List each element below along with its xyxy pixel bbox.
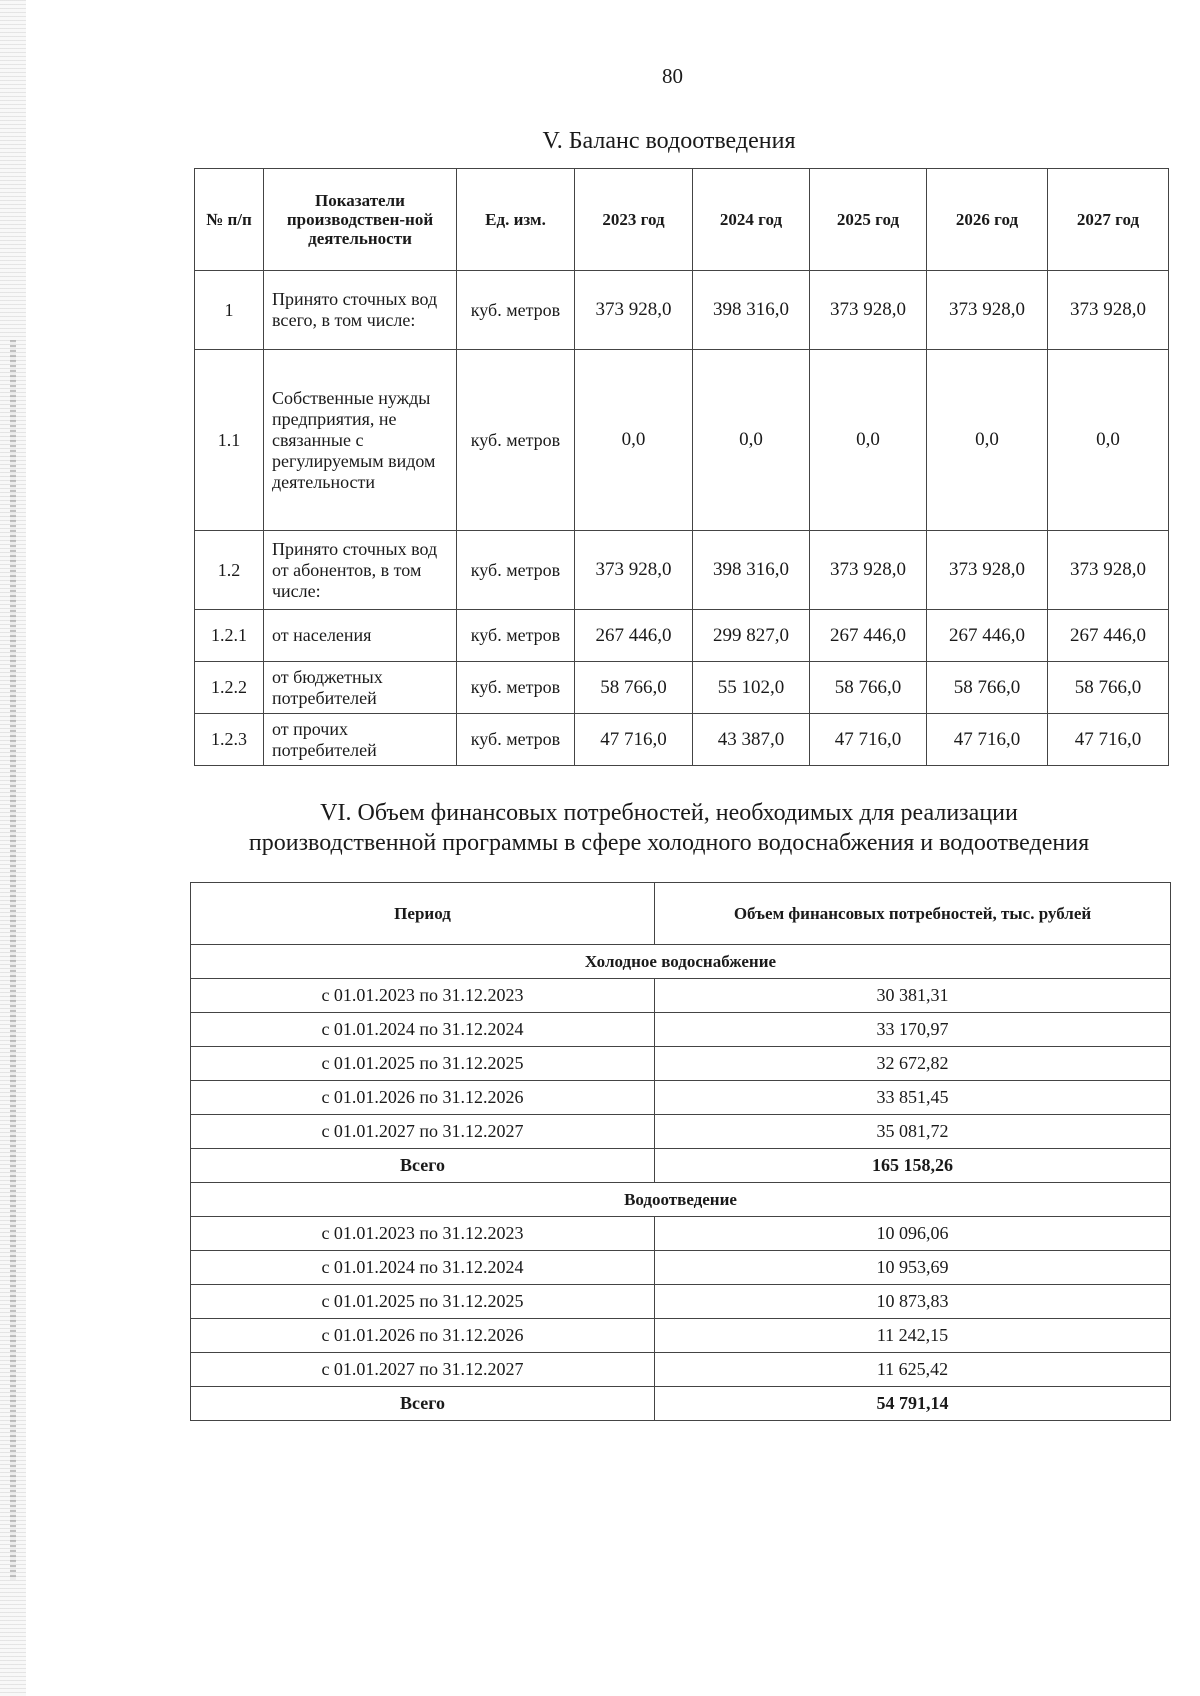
table-row [195, 662, 1169, 714]
total-row-wastewater [191, 1387, 1171, 1421]
row-value: 10 096,06 [655, 1217, 1171, 1251]
total-value: 54 791,14 [655, 1387, 1171, 1421]
table-row [195, 271, 1169, 350]
row-unit: куб. метров [457, 271, 575, 350]
table-header-row [191, 883, 1171, 945]
row-period: с 01.01.2026 по 31.12.2026 [191, 1081, 655, 1115]
section-title-water-supply: Холодное водоснабжение [191, 945, 1171, 979]
cell-2025: 267 446,0 [810, 610, 927, 662]
header-volume: Объем финансовых потребностей, тыс. рублей [655, 883, 1171, 945]
total-label: Всего [191, 1387, 655, 1421]
table-row [191, 1013, 1171, 1047]
section-row-water-supply [191, 945, 1171, 979]
table-row [191, 1115, 1171, 1149]
row-period: с 01.01.2024 по 31.12.2024 [191, 1251, 655, 1285]
row-indicator: Принято сточных вод от абонентов, в том числе: [264, 531, 457, 610]
table-row [195, 610, 1169, 662]
row-period: с 01.01.2027 по 31.12.2027 [191, 1115, 655, 1149]
cell-2026: 58 766,0 [927, 662, 1048, 714]
cell-2025: 373 928,0 [810, 531, 927, 610]
table-row [191, 1081, 1171, 1115]
cell-2024: 299 827,0 [693, 610, 810, 662]
cell-2026: 373 928,0 [927, 271, 1048, 350]
table-row [195, 350, 1169, 531]
table-row [191, 1047, 1171, 1081]
cell-2023: 373 928,0 [575, 531, 693, 610]
header-2025: 2025 год [810, 169, 927, 271]
table-row [195, 714, 1169, 766]
row-value: 33 170,97 [655, 1013, 1171, 1047]
cell-2025: 58 766,0 [810, 662, 927, 714]
cell-2027: 267 446,0 [1048, 610, 1169, 662]
cell-2026: 47 716,0 [927, 714, 1048, 766]
row-unit: куб. метров [457, 531, 575, 610]
water-disposal-balance-table [194, 168, 1169, 766]
cell-2023: 267 446,0 [575, 610, 693, 662]
row-value: 11 625,42 [655, 1353, 1171, 1387]
header-2023: 2023 год [575, 169, 693, 271]
cell-2027: 373 928,0 [1048, 271, 1169, 350]
row-num: 1.2.3 [195, 714, 264, 766]
cell-2025: 0,0 [810, 350, 927, 531]
row-period: с 01.01.2024 по 31.12.2024 [191, 1013, 655, 1047]
table-row [191, 1217, 1171, 1251]
table-header-row [195, 169, 1169, 271]
financial-needs-table [190, 882, 1171, 1421]
cell-2027: 58 766,0 [1048, 662, 1169, 714]
table-row [191, 1251, 1171, 1285]
section6-title-line2: производственной программы в сфере холодного водоснабжения и водоотведения [248, 830, 1090, 856]
section6-title-line1: VI. Объем финансовых потребностей, необходимых для реализации [320, 800, 1018, 826]
row-value: 10 873,83 [655, 1285, 1171, 1319]
header-indicator: Показатели производствен-ной деятельности [264, 169, 457, 271]
cell-2026: 0,0 [927, 350, 1048, 531]
cell-2024: 43 387,0 [693, 714, 810, 766]
cell-2027: 0,0 [1048, 350, 1169, 531]
total-row-water-supply [191, 1149, 1171, 1183]
page-number: 80 [662, 64, 683, 88]
header-2024: 2024 год [693, 169, 810, 271]
table-row [195, 531, 1169, 610]
section-title-wastewater: Водоотведение [191, 1183, 1171, 1217]
row-num: 1.1 [195, 350, 264, 531]
row-period: с 01.01.2023 по 31.12.2023 [191, 1217, 655, 1251]
cell-2023: 58 766,0 [575, 662, 693, 714]
cell-2026: 373 928,0 [927, 531, 1048, 610]
cell-2026: 267 446,0 [927, 610, 1048, 662]
section5-title: V. Баланс водоотведения [542, 128, 796, 154]
header-2027: 2027 год [1048, 169, 1169, 271]
row-num: 1 [195, 271, 264, 350]
row-value: 33 851,45 [655, 1081, 1171, 1115]
row-value: 11 242,15 [655, 1319, 1171, 1353]
header-unit: Ед. изм. [457, 169, 575, 271]
section6-title [0, 798, 1200, 858]
row-num: 1.2.1 [195, 610, 264, 662]
table-row [191, 1319, 1171, 1353]
row-indicator: от прочих потребителей [264, 714, 457, 766]
table-row [191, 1353, 1171, 1387]
table-row [191, 979, 1171, 1013]
row-unit: куб. метров [457, 714, 575, 766]
row-period: с 01.01.2025 по 31.12.2025 [191, 1047, 655, 1081]
total-label: Всего [191, 1149, 655, 1183]
header-num: № п/п [195, 169, 264, 271]
cell-2023: 373 928,0 [575, 271, 693, 350]
cell-2025: 47 716,0 [810, 714, 927, 766]
cell-2027: 373 928,0 [1048, 531, 1169, 610]
row-indicator: Собственные нужды предприятия, не связанные с регулируемым видом деятельности [264, 350, 457, 531]
row-value: 32 672,82 [655, 1047, 1171, 1081]
table-row [191, 1285, 1171, 1319]
row-indicator: от бюджетных потребителей [264, 662, 457, 714]
row-period: с 01.01.2025 по 31.12.2025 [191, 1285, 655, 1319]
cell-2024: 0,0 [693, 350, 810, 531]
row-unit: куб. метров [457, 662, 575, 714]
row-period: с 01.01.2023 по 31.12.2023 [191, 979, 655, 1013]
cell-2023: 47 716,0 [575, 714, 693, 766]
section-row-wastewater [191, 1183, 1171, 1217]
row-unit: куб. метров [457, 350, 575, 531]
cell-2023: 0,0 [575, 350, 693, 531]
cell-2027: 47 716,0 [1048, 714, 1169, 766]
cell-2024: 398 316,0 [693, 271, 810, 350]
row-period: с 01.01.2026 по 31.12.2026 [191, 1319, 655, 1353]
row-num: 1.2 [195, 531, 264, 610]
scan-edge-mark [10, 340, 16, 1580]
row-indicator: от населения [264, 610, 457, 662]
row-period: с 01.01.2027 по 31.12.2027 [191, 1353, 655, 1387]
header-period: Период [191, 883, 655, 945]
cell-2024: 55 102,0 [693, 662, 810, 714]
row-indicator: Принято сточных вод всего, в том числе: [264, 271, 457, 350]
row-value: 35 081,72 [655, 1115, 1171, 1149]
row-num: 1.2.2 [195, 662, 264, 714]
row-value: 10 953,69 [655, 1251, 1171, 1285]
total-value: 165 158,26 [655, 1149, 1171, 1183]
row-value: 30 381,31 [655, 979, 1171, 1013]
cell-2024: 398 316,0 [693, 531, 810, 610]
cell-2025: 373 928,0 [810, 271, 927, 350]
row-unit: куб. метров [457, 610, 575, 662]
header-2026: 2026 год [927, 169, 1048, 271]
